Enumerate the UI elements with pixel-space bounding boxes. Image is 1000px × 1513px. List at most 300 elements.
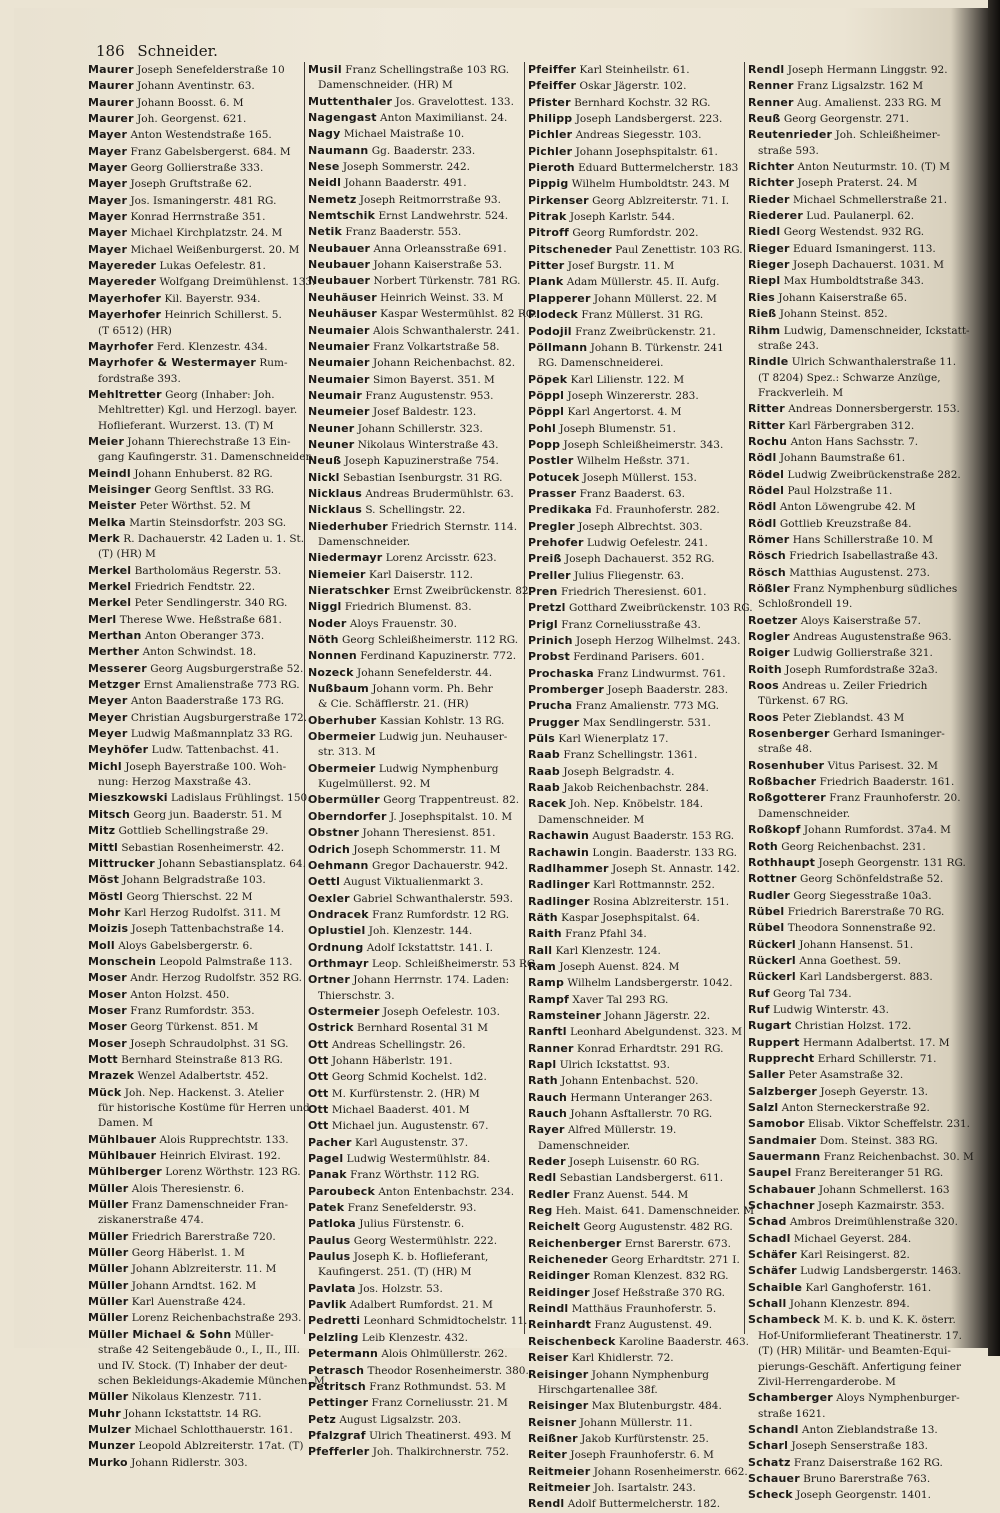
- directory-entry: [88, 258, 302, 274]
- directory-entry: [308, 550, 522, 566]
- entry-surname: Neumeier: [308, 405, 370, 419]
- entry-details: Franz Auenst. 544. M: [573, 1188, 689, 1201]
- entry-surname: Prigl: [528, 617, 558, 631]
- directory-entry: [308, 470, 522, 486]
- directory-entry: [88, 1278, 302, 1294]
- entry-surname: Rottner: [748, 872, 797, 886]
- entry-details: Joseph Georgenstr. 131 RG.: [818, 856, 966, 869]
- entry-details: Georg Tal 734.: [773, 987, 852, 1000]
- entry-details: Zivil-Herrengarderobe. M: [758, 1375, 896, 1388]
- entry-surname: Ruf: [748, 986, 770, 1000]
- entry-details: Kassian Kohlstr. 13 RG.: [379, 714, 505, 727]
- entry-surname: Renner: [748, 95, 794, 109]
- directory-entry: [748, 629, 962, 645]
- entry-details: straße 243.: [758, 339, 819, 352]
- entry-details: Gabriel Schwanthalerstr. 593.: [353, 892, 513, 905]
- entry-surname: Raith: [528, 927, 562, 941]
- entry-details: Karl Angertorst. 4. M: [567, 406, 682, 419]
- entry-surname: Ott: [308, 1103, 329, 1116]
- entry-details: Ambros Dreimühlenstraße 320.: [789, 1216, 958, 1229]
- entry-details: Anton Holzst. 450.: [130, 988, 230, 1001]
- page-header: [96, 42, 218, 60]
- entry-surname: Merthan: [88, 629, 142, 643]
- entry-surname: Metzger: [88, 678, 141, 692]
- entry-details: Joseph Senserstraße 183.: [791, 1440, 929, 1453]
- entry-details: Ulrich Theatinerst. 493. M: [369, 1429, 512, 1442]
- directory-entry: [528, 796, 742, 812]
- entry-surname: Meisinger: [88, 482, 151, 496]
- directory-entry: [528, 421, 742, 437]
- entry-details: Heh. Maist. 641. Damenschneider. M: [555, 1205, 755, 1218]
- directory-entry: [88, 127, 302, 143]
- entry-surname: Merkel: [88, 596, 132, 610]
- entry-surname: Prucha: [528, 699, 573, 713]
- entry-surname: Nußbaum: [308, 682, 369, 696]
- directory-entry: [528, 519, 742, 535]
- directory-entry: [308, 1265, 522, 1280]
- entry-surname: Rödel: [748, 483, 785, 497]
- entry-surname: Moser: [88, 1036, 127, 1050]
- entry-surname: Rendl: [528, 1497, 565, 1511]
- entry-surname: Ruf: [748, 1002, 770, 1016]
- entry-surname: Pippig: [528, 177, 569, 191]
- entry-surname: Rath: [528, 1074, 558, 1088]
- directory-entry: [88, 339, 302, 355]
- entry-details: Christian Augsburgerstraße 172.: [130, 711, 308, 724]
- entry-surname: Pfister: [528, 95, 571, 109]
- directory-entry: [308, 940, 522, 956]
- entry-details: Anton Entenbachstr. 234.: [378, 1185, 515, 1198]
- entry-details: Johann Ridlerstr. 303.: [131, 1456, 248, 1469]
- entry-details: Andreas Donnersbergerstr. 153.: [788, 403, 960, 416]
- entry-surname: Neubauer: [308, 258, 371, 272]
- directory-entry: [748, 986, 962, 1002]
- entry-details: Adalbert Rumfordst. 21. M: [349, 1299, 493, 1312]
- entry-details: Peter Asamstraße 32.: [788, 1069, 904, 1082]
- entry-surname: Pacher: [308, 1135, 352, 1149]
- entry-details: Schloßrondell 19.: [758, 598, 853, 611]
- entry-surname: Pitter: [528, 259, 565, 273]
- entry-surname: Pregler: [528, 519, 575, 533]
- entry-surname: Ramsteiner: [528, 1008, 602, 1022]
- entry-details: Leib Klenzestr. 432.: [361, 1331, 468, 1344]
- directory-entry: [748, 1263, 962, 1279]
- entry-details: Hirschgartenallee 38f.: [538, 1383, 658, 1396]
- entry-surname: Ritter: [748, 402, 785, 416]
- entry-details: Alois Ohlmüllerstr. 262.: [381, 1348, 508, 1361]
- entry-details: Franz Augustenst. 49.: [594, 1319, 713, 1332]
- entry-surname: Schauer: [748, 1471, 800, 1485]
- directory-entry: [528, 1431, 742, 1447]
- entry-surname: Schamberger: [748, 1391, 833, 1405]
- directory-entry: [308, 208, 522, 224]
- entry-surname: Scheck: [748, 1488, 793, 1502]
- entry-details: Johann Rosenheimerstr. 662.: [593, 1465, 748, 1478]
- entry-details: Franz Volkartstraße 58.: [372, 340, 500, 353]
- directory-entry: [748, 434, 962, 450]
- entry-details: Anna Orleansstraße 691.: [373, 242, 507, 255]
- directory-entry: [88, 628, 302, 644]
- entry-details: Franz Schellingstraße 103 RG.: [345, 64, 510, 76]
- entry-surname: Roßbacher: [748, 775, 817, 789]
- directory-entry: [748, 758, 962, 774]
- directory-entry: [88, 595, 302, 611]
- entry-details: Johann Ablzreiterstr. 11. M: [131, 1263, 277, 1276]
- directory-entry: [88, 710, 308, 726]
- entry-details: Karl Wienerplatz 17.: [558, 733, 669, 746]
- entry-details: Michael Baaderst. 401. M: [331, 1104, 470, 1116]
- directory-entry: [88, 1148, 302, 1164]
- entry-details: Gotthard Zweibrückenstr. 103 RG.: [568, 602, 753, 615]
- directory-entry: [748, 839, 962, 855]
- directory-entry: [88, 938, 302, 954]
- entry-surname: Raab: [528, 781, 560, 795]
- entry-details: Anton Baaderstraße 173 RG.: [130, 695, 285, 708]
- directory-entry: [88, 644, 302, 660]
- entry-details: Georg Georgenstr. 271.: [783, 113, 909, 126]
- entry-surname: Reiter: [528, 1448, 568, 1462]
- entry-details: Anton Oberanger 373.: [144, 630, 265, 643]
- directory-entry: [88, 274, 316, 290]
- entry-surname: Möst: [88, 873, 120, 887]
- entry-details: Longin. Baaderstr. 133 RG.: [592, 846, 737, 859]
- entry-details: Johann Aventinstr. 63.: [137, 80, 255, 93]
- directory-entry: [88, 1422, 302, 1438]
- entry-surname: Messerer: [88, 661, 147, 675]
- directory-entry: [308, 241, 522, 257]
- entry-surname: Reutenrieder: [748, 128, 833, 142]
- directory-entry: [528, 1285, 742, 1301]
- directory-entry: [308, 1086, 522, 1102]
- entry-details: R. Dachauerstr. 42 Laden u. 1. St.: [123, 532, 305, 545]
- directory-entry: [88, 482, 302, 498]
- directory-entry: [528, 1301, 742, 1317]
- entry-details: Türkenst. 67 RG.: [758, 695, 849, 708]
- directory-entry: [748, 1487, 962, 1503]
- directory-entry: [88, 372, 302, 387]
- entry-details: Franz Schellingstr. 1361.: [563, 749, 698, 762]
- entry-surname: Oexler: [308, 891, 350, 905]
- entry-details: Joseph Gruftstraße 62.: [130, 178, 252, 191]
- directory-entry: [88, 1438, 302, 1454]
- entry-surname: Ram: [528, 959, 556, 973]
- entry-surname: Obermeier: [308, 730, 376, 744]
- entry-details: Georg Westendst. 932 RG.: [783, 226, 925, 239]
- entry-surname: Rosenberger: [748, 727, 830, 741]
- directory-entry: [748, 597, 962, 612]
- entry-surname: Schatz: [748, 1455, 791, 1469]
- entry-details: Johann Steinst. 852.: [779, 308, 888, 321]
- directory-entry: [748, 401, 962, 417]
- directory-entry: [748, 645, 962, 661]
- entry-surname: Rauch: [528, 1107, 568, 1120]
- entry-surname: Redl: [528, 1171, 557, 1185]
- entry-details: Jos. Gravelottest. 133.: [395, 95, 514, 108]
- directory-entry: [748, 774, 962, 790]
- entry-surname: Rödl: [748, 500, 777, 514]
- entry-surname: Naumann: [308, 143, 369, 157]
- entry-surname: Rauch: [528, 1090, 568, 1104]
- entry-surname: Nickl: [308, 470, 340, 484]
- directory-entry: [308, 1069, 522, 1085]
- entry-details: Matthäus Fraunhoferstr. 5.: [571, 1303, 717, 1316]
- directory-entry: [88, 1406, 302, 1422]
- entry-surname: Muhr: [88, 1406, 121, 1420]
- entry-surname: Römer: [748, 532, 790, 546]
- entry-details: Joseph Hermann Linggstr. 92.: [787, 64, 948, 76]
- directory-entry: [528, 633, 742, 649]
- entry-details: Damenschneider. (HR) M: [318, 79, 453, 92]
- entry-surname: Riederer: [748, 209, 803, 223]
- entry-details: Ludwig Winterstr. 43.: [773, 1003, 889, 1016]
- directory-entry: [748, 855, 966, 871]
- entry-details: Friedrich Barerstraße 720.: [131, 1230, 276, 1243]
- entry-details: Nikolaus Klenzestr. 711.: [131, 1391, 262, 1404]
- entry-details: Joseph Winzererstr. 283.: [567, 389, 699, 402]
- entry-details: Ludwig, Damenschneider, Ickstatt-: [783, 324, 970, 337]
- directory-entry: [748, 62, 962, 78]
- entry-surname: Mayer: [88, 193, 128, 207]
- entry-surname: Pretzl: [528, 601, 566, 615]
- entry-details: Vitus Parisest. 32. M: [827, 759, 939, 772]
- entry-surname: Munzer: [88, 1439, 136, 1453]
- entry-surname: Nemetz: [308, 192, 357, 206]
- entry-details: Leopold Palmstraße 113.: [159, 955, 293, 968]
- entry-surname: Müller: [88, 1198, 129, 1212]
- entry-details: Bernhard Kochstr. 32 RG.: [574, 96, 711, 109]
- directory-entry: [308, 648, 522, 664]
- entry-surname: Riepl: [748, 274, 781, 288]
- entry-details: Ludwig jun. Neuhauser-: [378, 731, 508, 744]
- directory-entry: [748, 127, 962, 143]
- directory-entry: [748, 1100, 962, 1116]
- directory-entry: [528, 1496, 742, 1512]
- entry-details: Andreas Siegesstr. 103.: [575, 129, 702, 142]
- directory-entry: [308, 923, 522, 939]
- directory-entry: [308, 126, 522, 142]
- entry-details: Kil. Bayerstr. 934.: [164, 292, 261, 305]
- directory-entry: [308, 1200, 522, 1216]
- entry-surname: Rieß: [748, 307, 777, 321]
- directory-entry: [748, 467, 962, 483]
- entry-surname: Petrasch: [308, 1363, 365, 1377]
- entry-details: Anton Westendstraße 165.: [130, 129, 272, 142]
- running-title: Schneider.: [137, 42, 218, 60]
- directory-entry: [528, 959, 742, 975]
- entry-details: Joseph Schraudolphst. 31 SG.: [130, 1037, 289, 1050]
- directory-entry: [308, 842, 522, 858]
- entry-surname: Mitz: [88, 824, 116, 838]
- entry-surname: Mott: [88, 1052, 118, 1066]
- entry-surname: Rapl: [528, 1057, 557, 1071]
- entry-surname: Ott: [308, 1070, 329, 1084]
- directory-entry: [748, 726, 962, 742]
- entry-details: Johann Boosst. 6. M: [137, 96, 244, 109]
- entry-details: Peter Sendlingerstr. 340 RG.: [134, 597, 288, 610]
- entry-details: Franz Pfahl 34.: [565, 928, 647, 941]
- entry-details: Peter Wörthst. 52. M: [139, 500, 251, 513]
- directory-entry: [88, 225, 302, 241]
- entry-details: Anton Neuturmstr. 10. (T) M: [797, 161, 951, 174]
- entry-surname: Paroubeck: [308, 1184, 375, 1198]
- directory-entry: [528, 1203, 755, 1219]
- entry-details: Joh. Thalkirchnerstr. 752.: [372, 1446, 510, 1459]
- entry-details: Joseph Kazmairstr. 353.: [817, 1200, 945, 1213]
- entry-details: Thierschstr. 3.: [318, 989, 395, 1002]
- entry-details: Anton Zieblandstraße 13.: [801, 1423, 938, 1436]
- directory-entry: [308, 1184, 522, 1200]
- entry-surname: Neuhäuser: [308, 307, 377, 321]
- entry-details: M. K. b. und K. K. österr.: [823, 1314, 956, 1327]
- entry-surname: Oberndorfer: [308, 809, 387, 823]
- entry-details: Georg Westermühlstr. 222.: [353, 1234, 498, 1247]
- entry-surname: Petz: [308, 1412, 336, 1426]
- directory-entry: [88, 1245, 302, 1261]
- entry-details: Anton Sterneckerstraße 92.: [781, 1102, 930, 1114]
- entry-surname: Rachawin: [528, 829, 590, 843]
- entry-surname: Pfalzgraf: [308, 1428, 366, 1442]
- entry-details: Karl Steinheilstr. 61.: [579, 64, 690, 76]
- directory-entry: [88, 921, 302, 937]
- entry-surname: Mück: [88, 1085, 122, 1099]
- entry-details: Franz Damenschneider Fran-: [131, 1199, 289, 1212]
- directory-entry: [308, 273, 522, 289]
- entry-surname: Prehofer: [528, 535, 584, 549]
- entry-details: Heinrich Schillerst. 5.: [164, 309, 282, 322]
- directory-entry: [528, 568, 742, 584]
- directory-column: [308, 62, 539, 1459]
- directory-entry: [308, 143, 522, 159]
- entry-details: Franz Müllerst. 31 RG.: [581, 309, 704, 322]
- entry-details: Kaufingerst. 251. (T) (HR) M: [318, 1266, 472, 1279]
- entry-surname: Mrazek: [88, 1069, 135, 1083]
- directory-entry: [748, 95, 962, 111]
- entry-details: Franz Lindwurmst. 761.: [597, 667, 726, 680]
- entry-surname: Ranner: [528, 1041, 574, 1055]
- entry-surname: Richter: [748, 160, 795, 174]
- entry-details: Friedrich Theresienst. 601.: [560, 586, 707, 598]
- entry-surname: Ott: [308, 1037, 329, 1051]
- entry-surname: Oehmann: [308, 858, 369, 872]
- directory-entry: [308, 729, 522, 745]
- directory-entry: [88, 62, 302, 78]
- directory-entry: [748, 290, 962, 306]
- directory-entry: [88, 242, 302, 258]
- entry-surname: Nicklaus: [308, 486, 362, 500]
- entry-details: ziskanerstraße 474.: [98, 1214, 204, 1227]
- entry-details: Johann Klenzestr. 894.: [789, 1298, 910, 1311]
- directory-entry: [308, 777, 522, 792]
- entry-details: Franz Augustenstr. 953.: [365, 389, 494, 402]
- entry-details: Ulrich Ickstattst. 93.: [559, 1058, 670, 1071]
- directory-entry: [308, 339, 522, 355]
- entry-surname: Prinich: [528, 634, 573, 648]
- directory-entry: [748, 224, 962, 240]
- directory-entry: [308, 1167, 522, 1183]
- entry-surname: Radlhammer: [528, 861, 609, 875]
- directory-entry: [528, 926, 742, 942]
- directory-entry: [748, 790, 962, 806]
- directory-entry: [88, 579, 302, 595]
- entry-details: Andreas Brudermühlstr. 63.: [365, 487, 514, 500]
- entry-details: pierungs-Geschäft. Anfertigung feiner: [758, 1360, 961, 1373]
- entry-details: Ferdinand Kapuzinerstr. 772.: [360, 650, 517, 663]
- directory-entry: [748, 1455, 962, 1471]
- directory-entry: [88, 677, 302, 693]
- entry-details: Sebastian Landsbergerst. 611.: [559, 1172, 724, 1185]
- directory-entry: [748, 339, 962, 354]
- entry-surname: Roßgotterer: [748, 791, 826, 805]
- entry-details: Joseph Dachauerst. 352 RG.: [564, 553, 715, 566]
- directory-entry: [748, 1116, 971, 1132]
- entry-surname: Moizis: [88, 922, 129, 936]
- entry-details: & Cie. Schäfflerstr. 21. (HR): [318, 698, 469, 711]
- directory-entry: [748, 1198, 962, 1214]
- entry-details: Ulrich Schwanthalerstraße 11.: [791, 356, 957, 369]
- entry-details: Johann Josephspitalstr. 61.: [575, 145, 718, 158]
- entry-surname: Riedl: [748, 225, 781, 239]
- entry-surname: Ramp: [528, 976, 565, 990]
- directory-entry: [748, 1051, 962, 1067]
- entry-details: Kaspar Josephspitalst. 64.: [561, 911, 700, 924]
- entry-details: Johann Thierechstraße 13 Ein-: [127, 435, 291, 448]
- entry-surname: Richter: [748, 176, 795, 190]
- entry-surname: Mayer: [88, 144, 128, 158]
- entry-surname: Sauermann: [748, 1150, 821, 1164]
- entry-details: Adolf Ickstattstr. 141. I.: [366, 941, 494, 954]
- entry-surname: Patek: [308, 1201, 345, 1215]
- entry-details: Lukas Oefelestr. 81.: [159, 260, 266, 273]
- directory-entry: [308, 306, 538, 322]
- directory-entry: [528, 1106, 742, 1122]
- entry-surname: Neumaier: [308, 323, 370, 337]
- entry-surname: Pitscheneder: [528, 242, 612, 256]
- entry-surname: Prochaska: [528, 666, 594, 680]
- directory-entry: [308, 486, 522, 502]
- entry-surname: Moser: [88, 1020, 127, 1034]
- entry-details: Georg Senftlst. 33 RG.: [154, 483, 275, 496]
- entry-surname: Ordnung: [308, 940, 364, 954]
- entry-details: Joseph Geyerstr. 13.: [820, 1085, 928, 1098]
- directory-entry: [528, 992, 742, 1008]
- entry-details: Joseph Reitmorrstraße 93.: [359, 193, 501, 206]
- entry-details: Hof-Uniformlieferant Theatinerstr. 17.: [758, 1329, 962, 1342]
- directory-entry: [88, 823, 302, 839]
- directory-entry: [528, 551, 742, 567]
- directory-entry: [88, 291, 302, 307]
- entry-details: Joseph Kapuzinerstraße 754.: [344, 455, 499, 468]
- entry-surname: Radlinger: [528, 894, 590, 908]
- entry-details: Michael Schlotthauerstr. 161.: [134, 1423, 293, 1436]
- entry-surname: Schaible: [748, 1280, 803, 1294]
- directory-entry: [528, 682, 742, 698]
- directory-entry: [748, 1471, 962, 1487]
- directory-entry: [528, 1398, 742, 1414]
- directory-entry: [88, 1374, 325, 1389]
- directory-entry: [88, 547, 302, 562]
- entry-details: Karl Ganghoferstr. 161.: [805, 1281, 932, 1294]
- entry-surname: Mayereder: [88, 259, 157, 273]
- directory-entry: [748, 581, 962, 597]
- entry-surname: Pfeiffer: [528, 79, 577, 93]
- entry-surname: Rall: [528, 943, 553, 957]
- entry-surname: Müller: [88, 1278, 129, 1292]
- directory-entry: [748, 969, 962, 985]
- entry-surname: Pöllmann: [528, 340, 588, 354]
- entry-details: Joseph Dachauerst. 1031. M: [793, 259, 944, 272]
- entry-details: Johann Herrnstr. 174. Laden:: [353, 974, 510, 987]
- entry-details: Joh. Schleißheimer-: [835, 129, 941, 142]
